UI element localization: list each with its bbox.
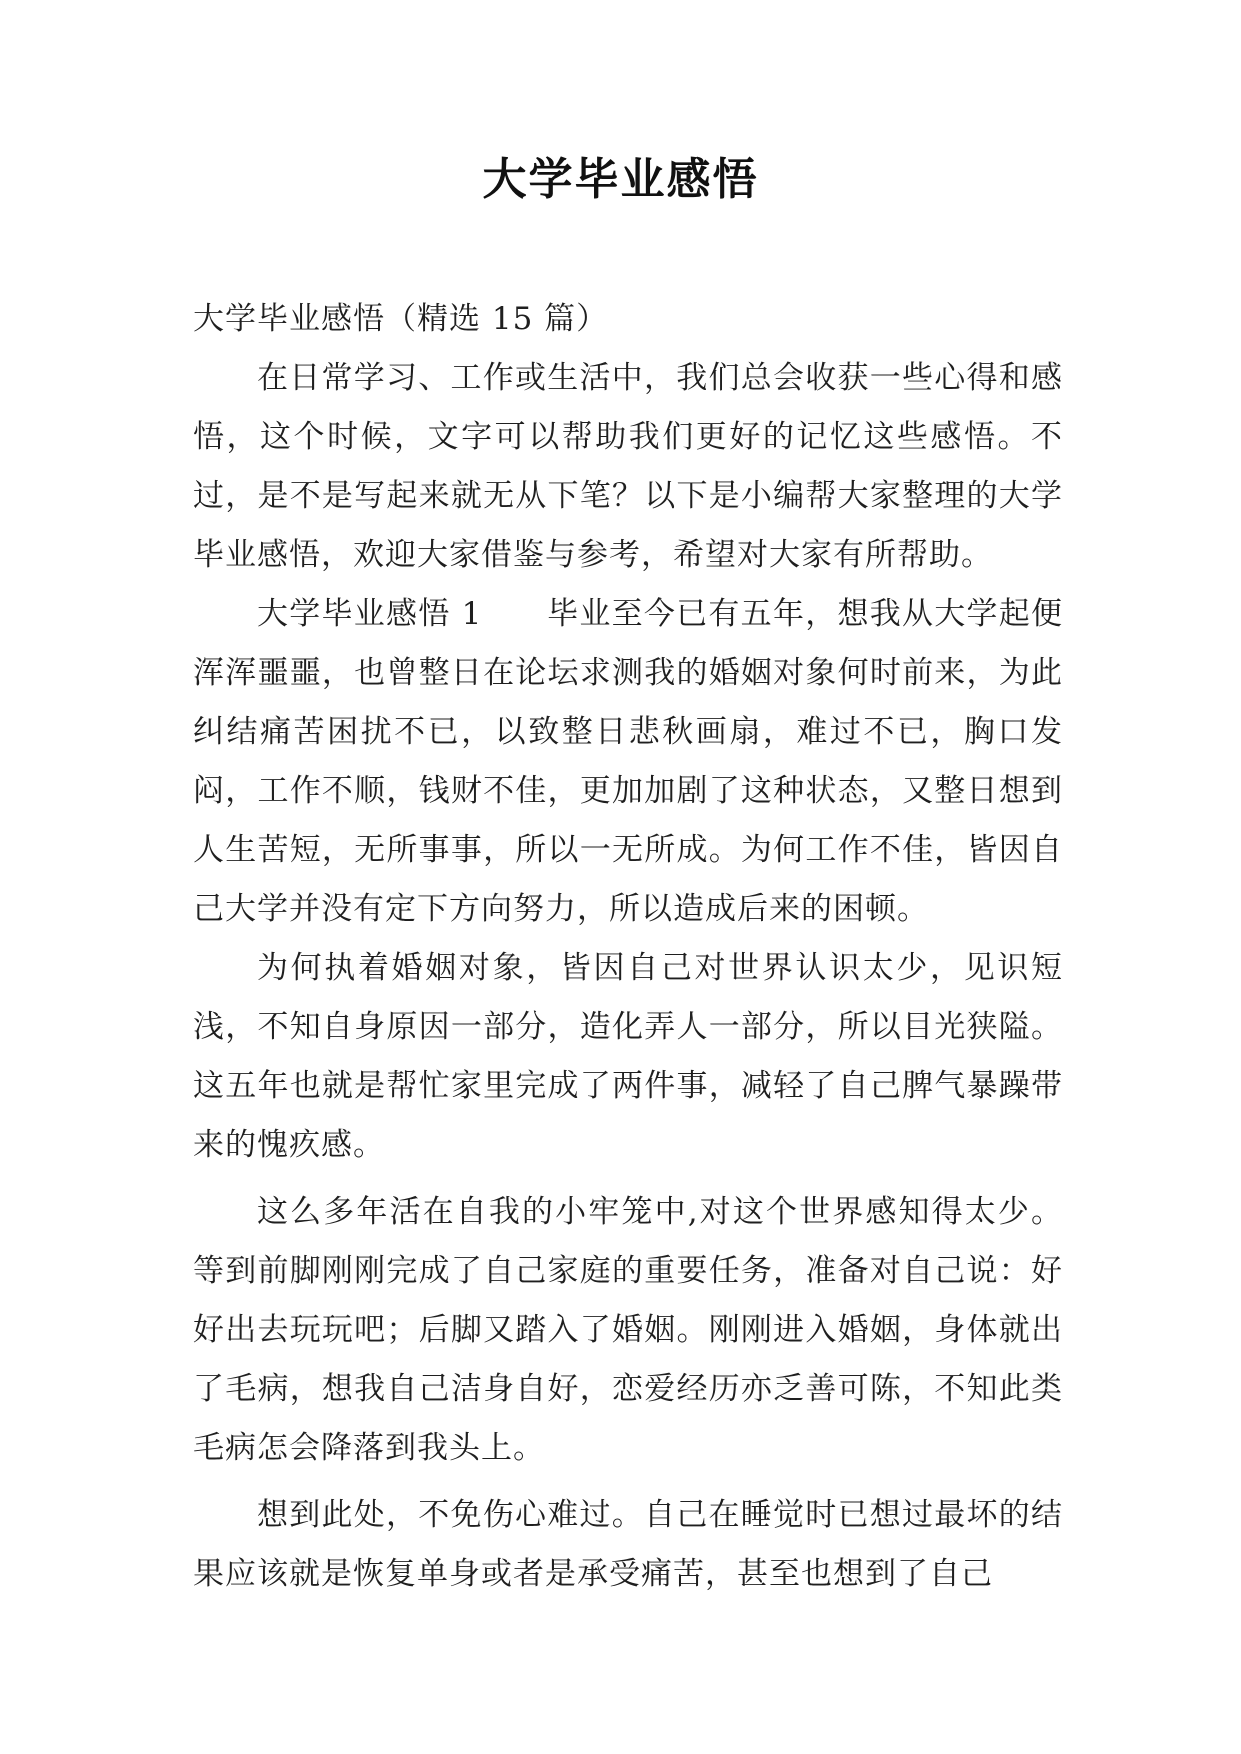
paragraph-thoughts: 想到此处，不免伤心难过。自己在睡觉时已想过最坏的结果应该就是恢复单身或者是承受痛苦，甚至也想到了自己 [193, 1497, 1063, 1592]
paragraph-cage: 这么多年活在自我的小牢笼中,对这个世界感知得太少。等到前脚刚刚完成了自己家庭的重要任务，准备对自己说：好好出去玩玩吧；后脚又踏入了婚姻。刚刚进入婚姻，身体就出了毛病，想我自己洁身自好，恋爱经历亦乏善可陈，不知此类毛病怎会降落到我头上。 [193, 1194, 1063, 1466]
paragraph-intro: 在日常学习、工作或生活中，我们总会收获一些心得和感悟，这个时候，文字可以帮助我们更好的记忆这些感悟。不过，是不是写起来就无从下笔？以下是小编帮大家整理的大学毕业感悟，欢迎大家借鉴与参考，希望对大家有所帮助。 [193, 360, 1063, 573]
document-body [193, 290, 1063, 1604]
document-title: 大学毕业感悟 [482, 154, 759, 205]
document-subtitle: 大学毕业感悟（精选 15 篇） [193, 301, 609, 337]
paragraph-marriage: 为何执着婚姻对象，皆因自己对世界认识太少，见识短浅，不知自身原因一部分，造化弄人一部分，所以目光狭隘。这五年也就是帮忙家里完成了两件事，减轻了自己脾气暴躁带来的愧疚感。 [193, 950, 1063, 1163]
paragraph-essay-1: 大学毕业感悟 1 毕业至今已有五年，想我从大学起便浑浑噩噩，也曾整日在论坛求测我的婚姻对象何时前来，为此纠结痛苦困扰不已，以致整日悲秋画扇，难过不已，胸口发闷，工作不顺，钱财不佳，更加加剧了这种状态，又整日想到人生苦短，无所事事，所以一无所成。为何工作不佳，皆因自己大学并没有定下方向努力，所以造成后来的困顿。 [193, 596, 1063, 927]
